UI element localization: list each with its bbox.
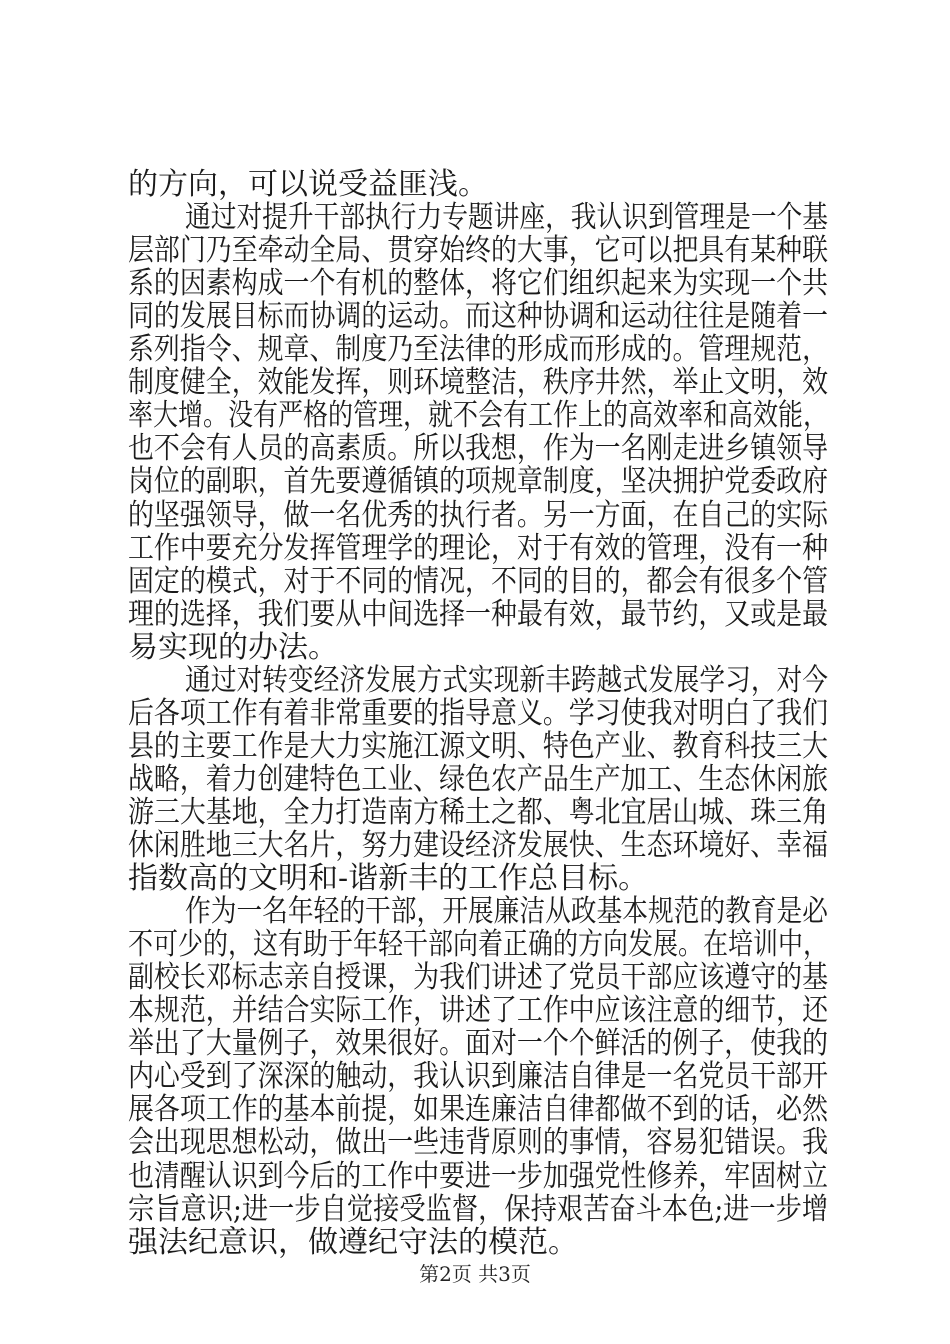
text-line: 强法纪意识，做遵纪守法的模范。 bbox=[128, 1225, 578, 1260]
text-line: 展各项工作的基本前提，如果连廉洁自律都做不到的话，必然 bbox=[128, 1092, 829, 1127]
text-line: 举出了大量例子，效果很好。面对一个个鲜活的例子，使我的 bbox=[128, 1026, 829, 1061]
text-line: 也不会有人员的高素质。所以我想，作为一名刚走进乡镇领导 bbox=[128, 431, 829, 466]
text-line: 战略，着力创建特色工业、绿色农产品生产加工、生态休闲旅 bbox=[128, 762, 829, 797]
text-line: 理的选择，我们要从中间选择一种最有效，最节约，又或是最 bbox=[128, 597, 829, 632]
text-line: 层部门乃至牵动全局、贯穿始终的大事，它可以把具有某种联 bbox=[128, 233, 829, 268]
text-line: 率大增。没有严格的管理，就不会有工作上的高效率和高效能， bbox=[128, 398, 828, 433]
text-line: 的方向，可以说受益匪浅。 bbox=[128, 167, 488, 202]
text-line: 内心受到了深深的触动，我认识到廉洁自律是一名党员干部开 bbox=[128, 1059, 829, 1094]
text-line: 会出现思想松动，做出一些违背原则的事情，容易犯错误。我 bbox=[128, 1125, 829, 1160]
text-line: 作为一名年轻的干部，开展廉洁从政基本规范的教育是必 bbox=[185, 894, 828, 929]
text-line: 后各项工作有着非常重要的指导意义。学习使我对明白了我们 bbox=[128, 696, 829, 731]
text-line: 不可少的，这有助于年轻干部向着正确的方向发展。在培训中， bbox=[128, 927, 828, 962]
text-line: 游三大基地，全力打造南方稀土之都、粤北宜居山城、珠三角 bbox=[128, 795, 829, 830]
text-line: 制度健全，效能发挥，则环境整洁，秩序井然，举止文明，效 bbox=[128, 365, 829, 400]
text-line: 宗旨意识;进一步自觉接受监督，保持艰苦奋斗本色;进一步增 bbox=[128, 1192, 829, 1227]
text-line: 岗位的副职，首先要遵循镇的项规章制度，坚决拥护党委政府 bbox=[128, 464, 829, 499]
text-line: 系的因素构成一个有机的整体，将它们组织起来为实现一个共 bbox=[128, 266, 829, 301]
text-line: 系列指令、规章、制度乃至法律的形成而形成的。管理规范， bbox=[128, 332, 829, 367]
page-footer: 第2页 共3页 bbox=[419, 1262, 531, 1286]
text-line: 同的发展目标而协调的运动。而这种协调和运动往往是随着一 bbox=[128, 299, 829, 334]
text-line: 固定的模式，对于不同的情况，不同的目的，都会有很多个管 bbox=[128, 564, 829, 599]
text-line: 工作中要充分发挥管理学的理论，对于有效的管理，没有一种 bbox=[128, 531, 829, 566]
text-line: 通过对提升干部执行力专题讲座，我认识到管理是一个基 bbox=[185, 200, 828, 235]
text-line: 指数高的文明和-谐新丰的工作总目标。 bbox=[128, 861, 649, 896]
text-line: 的坚强领导，做一名优秀的执行者。另一方面，在自己的实际 bbox=[128, 498, 829, 533]
text-line: 休闲胜地三大名片，努力建设经济发展快、生态环境好、幸福 bbox=[128, 828, 829, 863]
text-line: 通过对转变经济发展方式实现新丰跨越式发展学习，对今 bbox=[185, 663, 828, 698]
text-line: 县的主要工作是大力实施江源文明、特色产业、教育科技三大 bbox=[128, 729, 829, 764]
text-line: 副校长邓标志亲自授课，为我们讲述了党员干部应该遵守的基 bbox=[128, 960, 829, 995]
text-line: 本规范，并结合实际工作，讲述了工作中应该注意的细节，还 bbox=[128, 993, 829, 1028]
text-line: 易实现的办法。 bbox=[128, 630, 338, 665]
text-line: 也清醒认识到今后的工作中要进一步加强党性修养，牢固树立 bbox=[128, 1159, 829, 1194]
